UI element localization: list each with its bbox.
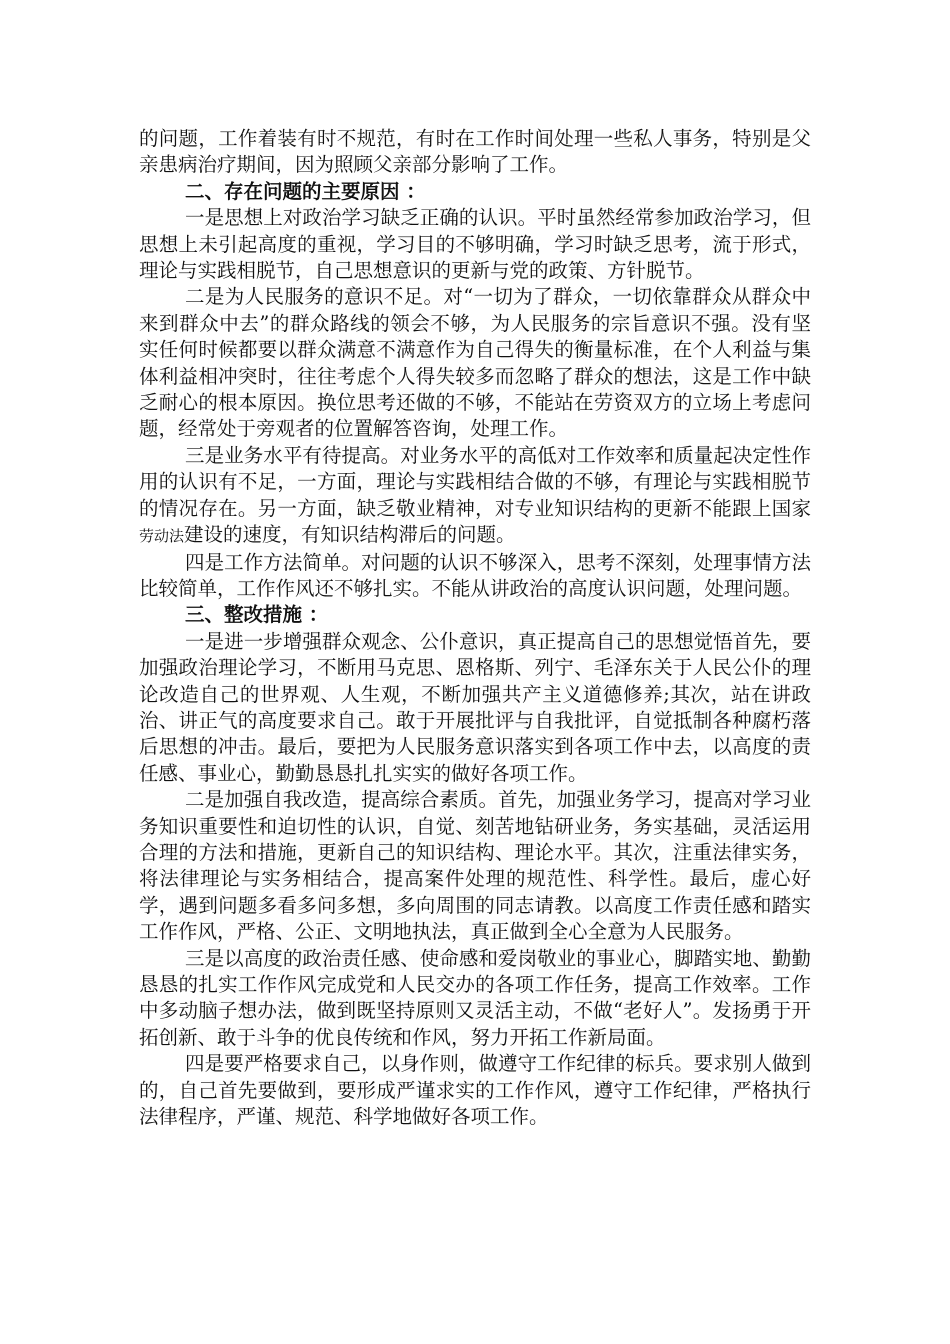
- paragraph-cause-1: 一是思想上对政治学习缺乏正确的认识。平时虽然经常参加政治学习，但思想上未引起高度的重视，学习目的不够明确，学习时缺乏思考，流于形式，理论与实践相脱节，自己思想意识的更新与党的政策、方针脱节。: [139, 206, 811, 283]
- paragraph-measure-4: 四是要严格要求自己，以身作则，做遵守工作纪律的标兵。要求别人做到的，自己首先要做到，要形成严谨求实的工作作风，遵守工作纪律，严格执行法律程序，严谨、规范、科学地做好各项工作。: [139, 1052, 811, 1129]
- paragraph-cause-4: 四是工作方法简单。对问题的认识不够深入，思考不深刻，处理事情方法比较简单，工作作风还不够扎实。不能从讲政治的高度认识问题，处理问题。: [139, 550, 811, 600]
- document-body: [139, 126, 811, 1130]
- paragraph-cause-2: 二是为人民服务的意识不足。对“一切为了群众，一切依靠群众从群众中来到群众中去”的群众路线的领会不够，为人民服务的宗旨意识不强。没有坚实任何时候都要以群众满意不满意作为自己得失的衡量标准，在个人利益与集体利益相冲突时，往往考虑个人得失较多而忽略了群众的想法，这是工作中缺乏耐心的根本原因。换位思考还做的不够，不能站在劳资双方的立场上考虑问题，经常处于旁观者的位置解答咨询，处理工作。: [139, 285, 811, 441]
- section-heading-causes: 二、存在问题的主要原因 ：: [185, 179, 426, 203]
- cause-3-text-b: 建设的速度，有知识结构滞后的问题。: [184, 523, 516, 547]
- paragraph-measure-1: 一是进一步增强群众观念、公仆意识，真正提高自己的思想觉悟首先，要加强政治理论学习，不断用马克思、恩格斯、列宁、毛泽东关于人民公仆的理论改造自己的世界观、人生观，不断加强共产主义道德修养;其次，站在讲政治、讲正气的高度要求自己。敢于开展批评与自我批评，自觉抵制各种腐朽落后思想的冲击。最后，要把为人民服务意识落实到各项工作中去，以高度的责任感、事业心，勤勤恳恳扎扎实实的做好各项工作。: [139, 629, 811, 785]
- cause-3-text-a: 三是业务水平有待提高。对业务水平的高低对工作效率和质量起决定性作用的认识有不足，一方面，理论与实践相结合做的不够，有理论与实践相脱节的情况存在。另一方面，缺乏敬业精神，对专业知识结构的更新不能跟上国家: [139, 443, 811, 520]
- paragraph-measure-3: 三是以高度的政治责任感、使命感和爱岗敬业的事业心，脚踏实地、勤勤恳恳的扎实工作作风完成党和人民交办的各项工作任务，提高工作效率。工作中多动脑子想办法，做到既坚持原则又灵活主动，不做“老好人”。发扬勇于开拓创新、敢于斗争的优良传统和作风，努力开拓工作新局面。: [139, 946, 811, 1049]
- paragraph-measure-2: 二是加强自我改造，提高综合素质。首先，加强业务学习，提高对学习业务知识重要性和迫切性的认识，自觉、刻苦地钻研业务，务实基础，灵活运用合理的方法和措施，更新自己的知识结构、理论水平。其次，注重法律实务，将法律理论与实务相结合，提高案件处理的规范性、科学性。最后，虚心好学，遇到问题多看多问多想，多向周围的同志请教。以高度工作责任感和踏实工作作风，严格、公正、文明地执法，真正做到全心全意为人民服务。: [139, 788, 811, 944]
- cause-3-small-text: 劳动法: [139, 527, 185, 546]
- section-heading-measures: 三、整改措施 ：: [185, 603, 329, 627]
- paragraph-continuation: 的问题，工作着装有时不规范，有时在工作时间处理一些私人事务，特别是父亲患病治疗期间，因为照顾父亲部分影响了工作。: [139, 127, 811, 177]
- paragraph-cause-3: [139, 443, 811, 550]
